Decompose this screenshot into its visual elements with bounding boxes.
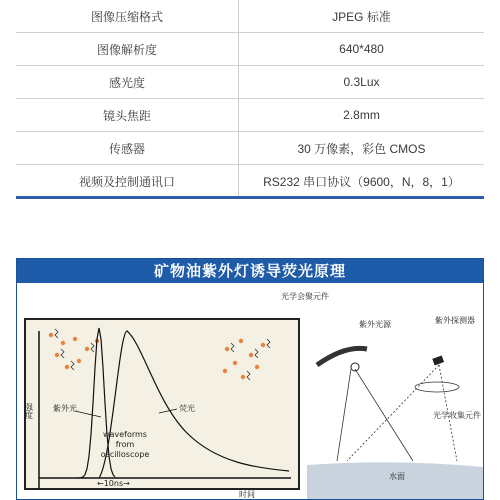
collector-label: 光学会聚元件	[281, 292, 329, 301]
molecule-dot	[65, 365, 69, 369]
uv-lamp-icon	[351, 363, 359, 371]
molecule-dot	[49, 333, 53, 337]
spec-row	[16, 99, 484, 132]
blue-divider	[16, 196, 484, 199]
spec-value: RS232 串口协议（9600，N，8，1）	[263, 174, 460, 189]
spec-row	[16, 0, 484, 33]
spec-row	[16, 132, 484, 165]
uv-source-label: 紫外光源	[359, 320, 391, 329]
spec-row	[16, 66, 484, 99]
time-scale: ←10ns→	[97, 479, 130, 488]
molecule-dot	[239, 339, 243, 343]
principle-figure	[17, 283, 483, 499]
spec-label: 图像压缩格式	[16, 0, 239, 33]
molecule-dot	[77, 359, 81, 363]
molecule-dot	[255, 365, 259, 369]
panel-title: 矿物油紫外灯诱导荧光原理	[17, 259, 483, 283]
molecule-dot	[61, 341, 65, 345]
molecule-dot	[85, 347, 89, 351]
spec-value: JPEG 标准	[239, 0, 485, 33]
spec-label: 视频及控制通讯口	[16, 165, 239, 198]
principle-panel	[16, 258, 484, 500]
spec-row	[16, 165, 484, 198]
detector-label: 紫外探测器	[435, 316, 475, 325]
molecule-dot	[241, 375, 245, 379]
waveform-line-1: waveforms	[103, 430, 147, 439]
collector-mirror-icon	[317, 348, 367, 365]
molecule-dot	[223, 369, 227, 373]
uv-beam-2	[355, 369, 413, 461]
molecule-dot	[73, 337, 77, 341]
y-axis-label: 强度	[24, 403, 34, 419]
spec-label: 镜头焦距	[16, 99, 239, 132]
spec-value: 2.8mm	[239, 99, 485, 132]
spec-row	[16, 33, 484, 66]
spec-value: 640*480	[239, 33, 485, 66]
detector-icon	[432, 355, 444, 365]
spec-value: 30 万像素，彩色 CMOS	[239, 132, 485, 165]
uv-beam	[337, 369, 351, 461]
waveform-line-3: oscilloscope	[100, 450, 150, 459]
uv-label: 紫外光	[53, 404, 77, 413]
x-axis-label: 时间	[239, 490, 255, 499]
spec-label: 传感器	[16, 132, 239, 165]
spec-label: 图像解析度	[16, 33, 239, 66]
molecule-dot	[233, 361, 237, 365]
spec-value: 0.3Lux	[239, 66, 485, 99]
molecule-dot	[249, 353, 253, 357]
molecule-dot	[225, 347, 229, 351]
optics-label: 光学收集元件	[433, 411, 481, 420]
molecule-dot	[55, 353, 59, 357]
return-beam	[347, 365, 439, 461]
waveform-line-2: from	[115, 440, 135, 449]
spec-label: 感光度	[16, 66, 239, 99]
fluor-label: 荧光	[179, 404, 195, 413]
water-label: 水面	[389, 472, 405, 481]
molecule-dot	[261, 343, 265, 347]
spec-table	[16, 0, 484, 197]
